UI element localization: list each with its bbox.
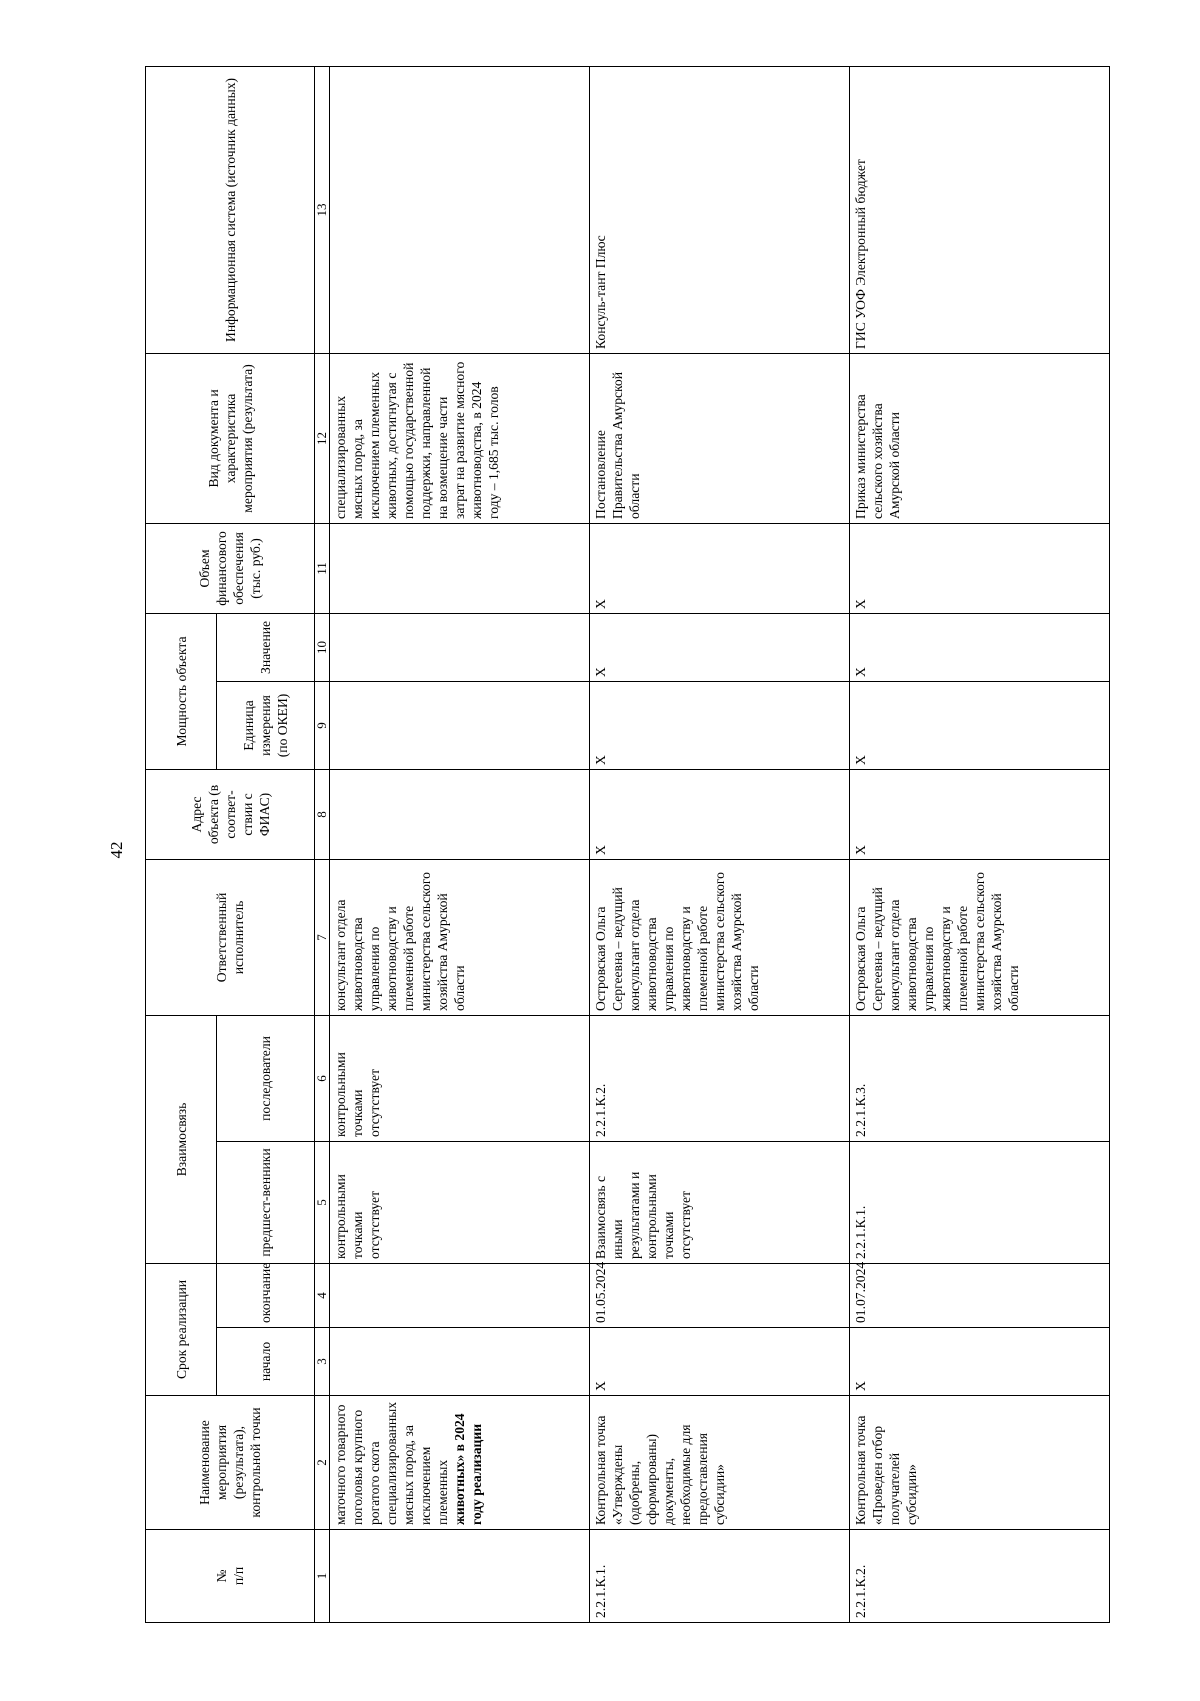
rotated-table-container — [145, 67, 1090, 1623]
cell-address: Х — [590, 769, 850, 859]
col-number: 2 — [315, 1396, 330, 1530]
table-row — [330, 66, 590, 1622]
col-number: 1 — [315, 1530, 330, 1623]
cell-responsible: Островская Ольга Сергеевна – ведущий консультант отдела животноводства управления по животноводству и племенной работе министерства сельского хозяйства Амурской области — [850, 859, 1110, 1015]
header-address: Адрес объекта (в соответ-ствии с ФИАС) — [146, 769, 315, 859]
cell-info-system: ГИС УОФ Электронный бюджет — [850, 66, 1110, 353]
cell-value — [330, 613, 590, 681]
cell-name-text: Контрольная точка «Утверждены (одобрены, сформированы) документы, необходимые для предоставления субсидии» — [593, 1415, 727, 1525]
cell-address — [330, 769, 590, 859]
cell-responsible: Островская Ольга Сергеевна – ведущий консультант отдела животноводства управления по животноводству и племенной работе министерства сельского хозяйства Амурской области — [590, 859, 850, 1015]
cell-name — [330, 1396, 590, 1530]
cell-start — [330, 1328, 590, 1396]
header-period: Срок реализации — [146, 1263, 217, 1395]
cell-unit: Х — [590, 681, 850, 769]
header-no: № п/п — [146, 1530, 315, 1623]
cell-predecessors: Взаимосвязь с иными результатами и контрольными точками отсутствует — [590, 1141, 850, 1263]
col-number: 12 — [315, 353, 330, 523]
col-number: 5 — [315, 1141, 330, 1263]
plan-table — [145, 66, 1110, 1623]
col-number: 3 — [315, 1328, 330, 1396]
cell-unit: Х — [850, 681, 1110, 769]
header-start: начало — [217, 1328, 315, 1396]
col-number: 8 — [315, 769, 330, 859]
header-name: Наименование мероприятия (результата), контрольной точки — [146, 1396, 315, 1530]
table-row — [850, 66, 1110, 1622]
header-capacity: Мощность объекта — [146, 613, 217, 769]
cell-document: Приказ министерства сельского хозяйства Амурской области — [850, 353, 1110, 523]
col-number: 10 — [315, 613, 330, 681]
col-number: 9 — [315, 681, 330, 769]
cell-end: 01.07.2024 — [850, 1263, 1110, 1327]
cell-no — [330, 1530, 590, 1623]
header-link: Взаимосвязь — [146, 1015, 217, 1263]
cell-name-text: Контрольная точка «Проведен отбор получателей субсидии» — [853, 1415, 919, 1525]
cell-info-system — [330, 66, 590, 353]
cell-document: специализированных мясных пород, за исключением племенных животных, достигнутая с помощью государственной поддержки, направленной на возмещение части затрат на развитие мясного животноводства, в 2024 году – 1,685 тыс. голов — [330, 353, 590, 523]
cell-successors: контрольными точками отсутствует — [330, 1015, 590, 1141]
cell-end — [330, 1263, 590, 1327]
cell-end: 01.05.2024 — [590, 1263, 850, 1327]
cell-start: Х — [850, 1328, 1110, 1396]
header-predecessors: предшест-венники — [217, 1141, 315, 1263]
cell-name-bold: животных» в 2024 году реализации — [452, 1413, 484, 1525]
header-document: Вид документа и характеристика мероприятия (результата) — [146, 353, 315, 523]
cell-no: 2.2.1.К.2. — [850, 1530, 1110, 1623]
cell-responsible: консультант отдела животноводства управления по животноводству и племенной работе министерства сельского хозяйства Амурской области — [330, 859, 590, 1015]
header-responsible: Ответственный исполнитель — [146, 859, 315, 1015]
col-number: 6 — [315, 1015, 330, 1141]
header-value: Значение — [217, 613, 315, 681]
cell-successors: 2.2.1.К.3. — [850, 1015, 1110, 1141]
cell-value: Х — [590, 613, 850, 681]
col-number: 11 — [315, 523, 330, 613]
page-number: 42 — [107, 841, 126, 859]
cell-name — [850, 1396, 1110, 1530]
col-number: 13 — [315, 66, 330, 353]
cell-document: Постановление Правительства Амурской области — [590, 353, 850, 523]
cell-predecessors: 2.2.1.К.1. — [850, 1141, 1110, 1263]
cell-start: Х — [590, 1328, 850, 1396]
cell-unit — [330, 681, 590, 769]
header-info-system: Информационная система (источник данных) — [146, 66, 315, 353]
column-numbers-row — [315, 66, 330, 1622]
header-finance: Объем финансового обеспечения (тыс. руб.) — [146, 523, 315, 613]
cell-name-text: маточного товарного поголовья крупного рогатого скота специализированных мясных пород, за исключением племенных — [333, 1401, 450, 1525]
table-row — [590, 66, 850, 1622]
cell-finance: Х — [590, 523, 850, 613]
cell-finance: Х — [850, 523, 1110, 613]
cell-name — [590, 1396, 850, 1530]
col-number: 7 — [315, 859, 330, 1015]
cell-info-system: Консуль-тант Плюс — [590, 66, 850, 353]
header-successors: последователи — [217, 1015, 315, 1141]
col-number: 4 — [315, 1263, 330, 1327]
cell-finance — [330, 523, 590, 613]
cell-predecessors: контрольными точками отсутствует — [330, 1141, 590, 1263]
header-unit: Единица измерения (по ОКЕИ) — [217, 681, 315, 769]
cell-no: 2.2.1.К.1. — [590, 1530, 850, 1623]
header-row-1 — [146, 66, 217, 1622]
header-end: окончание — [217, 1263, 315, 1327]
cell-value: Х — [850, 613, 1110, 681]
cell-successors: 2.2.1.К.2. — [590, 1015, 850, 1141]
cell-address: Х — [850, 769, 1110, 859]
